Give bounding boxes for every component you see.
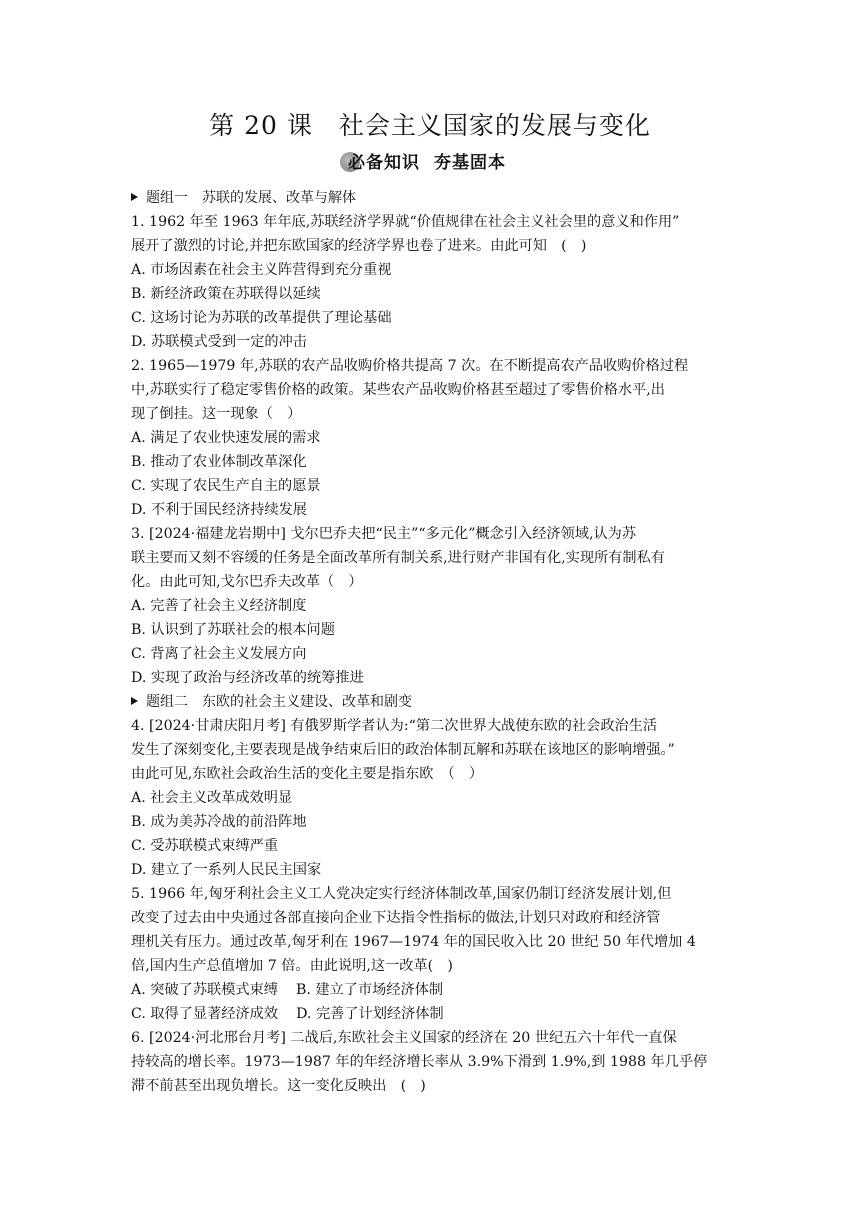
question-stem-line: 2. 1965—1979 年,苏联的农产品收购价格共提高 7 次。在不断提高农产品收购价格过程 bbox=[131, 358, 689, 374]
question-stem-line: 理机关有压力。通过改革,匈牙利在 1967—1974 年的国民收入比 20 世纪 50 年代增加 4 bbox=[131, 934, 696, 950]
option-a: A. 社会主义改革成效明显 bbox=[131, 790, 293, 806]
triangle-bullet-icon bbox=[131, 193, 138, 201]
question-stem-line: 中,苏联实行了稳定零售价格的政策。某些农产品收购价格甚至超过了零售价格水平,出 bbox=[131, 382, 665, 398]
banner-left: 必备知识 bbox=[348, 153, 420, 173]
option-c: C. 取得了显著经济成效 bbox=[131, 1006, 279, 1022]
option-c: C. 实现了农民生产自主的愿景 bbox=[131, 478, 321, 494]
banner-text bbox=[348, 148, 506, 173]
group-heading-2: 题组二 东欧的社会主义建设、改革和剧变 bbox=[131, 690, 731, 714]
question-stem-line: 现了倒挂。这一现象（ ） bbox=[131, 406, 302, 422]
question-stem-line: 化。由此可知,戈尔巴乔夫改革（ ） bbox=[131, 574, 363, 590]
question-6 bbox=[131, 1026, 731, 1098]
option-a: A. 完善了社会主义经济制度 bbox=[131, 598, 307, 614]
question-stem-line: 5. 1966 年,匈牙利社会主义工人党决定实行经济体制改革,国家仍制订经济发展计划,但 bbox=[131, 886, 672, 902]
question-stem-line: 展开了激烈的讨论,并把东欧国家的经济学界也卷了进来。由此可知 ( ) bbox=[131, 238, 587, 254]
option-b: B. 建立了市场经济体制 bbox=[295, 982, 444, 998]
question-stem-line: 倍,国内生产总值增加 7 倍。由此说明,这一改革( ) bbox=[131, 958, 453, 974]
option-row bbox=[131, 978, 731, 1002]
question-stem-line: 4. [2024·甘肃庆阳月考] 有俄罗斯学者认为:“第二次世界大战使东欧的社会政治生活 bbox=[131, 718, 658, 734]
question-stem-line: 3. [2024·福建龙岩期中] 戈尔巴乔夫把“民主”“多元化”概念引入经济领域,认为苏 bbox=[131, 526, 637, 542]
option-c: C. 背离了社会主义发展方向 bbox=[131, 646, 307, 662]
option-c: C. 受苏联模式束缚严重 bbox=[131, 838, 279, 854]
option-b: B. 新经济政策在苏联得以延续 bbox=[131, 286, 321, 302]
question-stem-line: 6. [2024·河北邢台月考] 二战后,东欧社会主义国家的经济在 20 世纪五六十年代一直保 bbox=[131, 1030, 677, 1046]
option-d: D. 建立了一系列人民民主国家 bbox=[131, 862, 322, 878]
question-1 bbox=[131, 210, 731, 354]
banner-right: 夯基固本 bbox=[434, 153, 506, 173]
question-stem-line: 由此可见,东欧社会政治生活的变化主要是指东欧 （ ） bbox=[131, 766, 484, 782]
question-stem-line: 1. 1962 年至 1963 年年底,苏联经济学界就“价值规律在社会主义社会里的意义和作用” bbox=[131, 214, 680, 230]
question-stem-line: 改变了过去由中央通过各部直接向企业下达指令性指标的做法,计划只对政府和经济管 bbox=[131, 910, 661, 926]
question-stem-line: 联主要而又刻不容缓的任务是全面改革所有制关系,进行财产非国有化,实现所有制私有 bbox=[131, 550, 665, 566]
option-d: D. 苏联模式受到一定的冲击 bbox=[131, 334, 307, 350]
option-d: D. 不利于国民经济持续发展 bbox=[131, 502, 307, 518]
question-3 bbox=[131, 522, 731, 690]
option-row bbox=[131, 1002, 731, 1026]
question-list bbox=[131, 186, 731, 1098]
group-heading-1: 题组一 苏联的发展、改革与解体 bbox=[131, 186, 731, 210]
option-a: A. 突破了苏联模式束缚 bbox=[131, 982, 278, 998]
option-b: B. 认识到了苏联社会的根本问题 bbox=[131, 622, 335, 638]
question-4 bbox=[131, 714, 731, 882]
question-stem-line: 滞不前甚至出现负增长。这一变化反映出 ( ) bbox=[131, 1078, 426, 1094]
option-c: C. 这场讨论为苏联的改革提供了理论基础 bbox=[131, 310, 392, 326]
question-2 bbox=[131, 354, 731, 522]
question-5 bbox=[131, 882, 731, 1026]
triangle-bullet-icon bbox=[131, 697, 138, 705]
question-stem-line: 持较高的增长率。1973—1987 年的年经济增长率从 3.9%下滑到 1.9%,到 1988 年几乎停 bbox=[131, 1054, 708, 1070]
question-stem-line: 发生了深刻变化,主要表现是战争结束后旧的政治体制瓦解和苏联在该地区的影响增强。” bbox=[131, 742, 675, 758]
option-d: D. 实现了政治与经济改革的统筹推进 bbox=[131, 670, 364, 686]
option-b: B. 推动了农业体制改革深化 bbox=[131, 454, 307, 470]
option-b: B. 成为美苏冷战的前沿阵地 bbox=[131, 814, 307, 830]
section-banner bbox=[340, 148, 530, 176]
option-a: A. 市场因素在社会主义阵营得到充分重视 bbox=[131, 262, 392, 278]
page-title: 第 20 课 社会主义国家的发展与变化 bbox=[209, 111, 651, 140]
option-d: D. 完善了计划经济体制 bbox=[296, 1006, 444, 1022]
option-a: A. 满足了农业快速发展的需求 bbox=[131, 430, 321, 446]
